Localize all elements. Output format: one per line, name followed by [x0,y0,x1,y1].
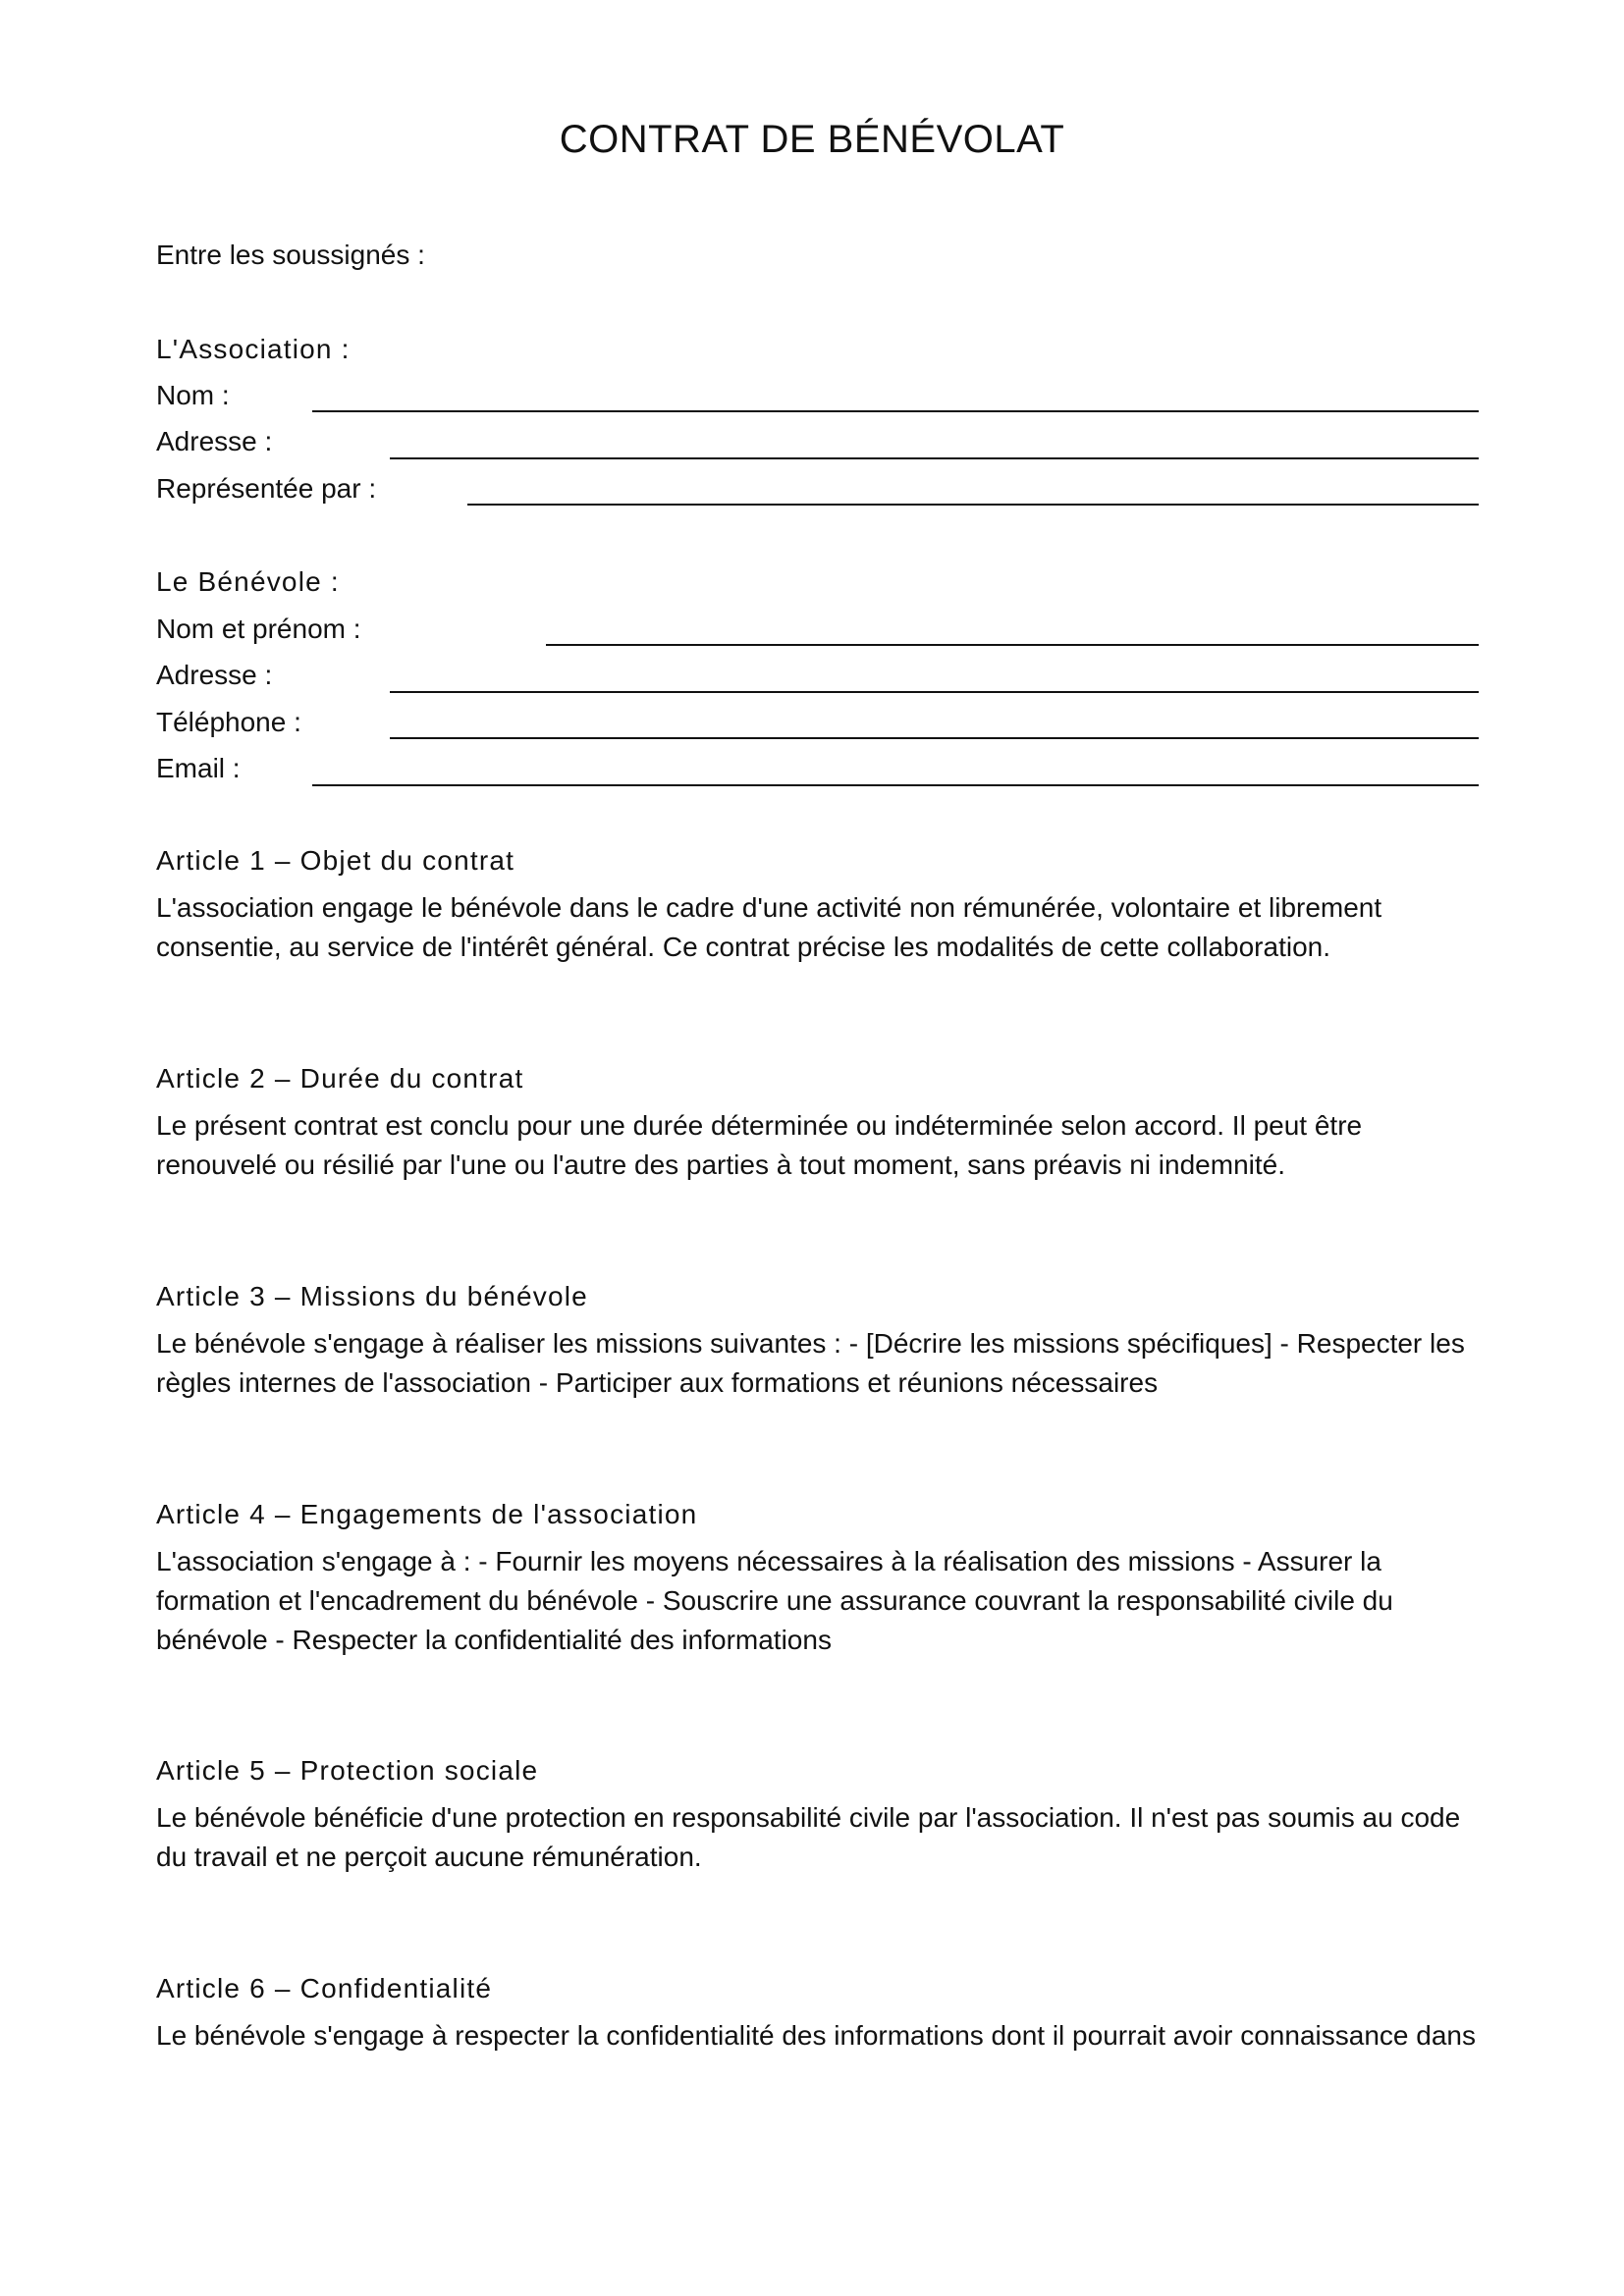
volunteer-heading: Le Bénévole : [156,566,340,597]
association-name-field[interactable] [312,410,1479,412]
association-name-label: Nom : [156,380,230,410]
article-1-line-1: L'association engage le bénévole dans le cadre d'une activité non rémunérée, volontaire et librement [156,892,1382,923]
association-heading: L'Association : [156,334,351,364]
article-6-line-1: Le bénévole s'engage à respecter la confidentialité des informations dont il pourrait avoir connaissance dans [156,2020,1476,2051]
article-4-title: Article 4 – Engagements de l'association [156,1499,698,1529]
association-representative-label: Représentée par : [156,473,377,504]
article-2-line-1: Le présent contrat est conclu pour une durée déterminée ou indéterminée selon accord. Il peut être [156,1110,1363,1141]
article-4-line-2: formation et l'encadrement du bénévole - Souscrire une assurance couvrant la responsabilité civile du [156,1585,1393,1616]
article-4-line-1: L'association s'engage à : - Fournir les moyens nécessaires à la réalisation des missions - Assurer la [156,1546,1381,1576]
article-2-line-2: renouvelé ou résilié par l'une ou l'autre des parties à tout moment, sans préavis ni indemnité. [156,1149,1285,1180]
document-title: CONTRAT DE BÉNÉVOLAT [559,118,1065,161]
volunteer-address-label: Adresse : [156,660,273,690]
association-address-field[interactable] [390,457,1479,459]
article-3-line-2: règles internes de l'association - Participer aux formations et réunions nécessaires [156,1367,1159,1398]
article-5-title: Article 5 – Protection sociale [156,1755,539,1786]
volunteer-email-label: Email : [156,753,241,783]
article-1-title: Article 1 – Objet du contrat [156,845,515,876]
article-5-line-1: Le bénévole bénéficie d'une protection en responsabilité civile par l'association. Il n'est pas soumis au code [156,1802,1461,1833]
association-address-label: Adresse : [156,426,273,456]
article-3-line-1: Le bénévole s'engage à réaliser les missions suivantes : - [Décrire les missions spécifiques] - Respecter les [156,1328,1465,1359]
volunteer-name-field[interactable] [546,644,1479,646]
article-4-line-3: bénévole - Respecter la confidentialité des informations [156,1625,832,1655]
article-6-title: Article 6 – Confidentialité [156,1973,493,2003]
article-5-line-2: du travail et ne perçoit aucune rémunération. [156,1842,702,1872]
volunteer-name-label: Nom et prénom : [156,614,361,644]
article-2-title: Article 2 – Durée du contrat [156,1063,524,1094]
article-1-line-2: consentie, au service de l'intérêt général. Ce contrat précise les modalités de cette collaboration. [156,932,1331,962]
volunteer-phone-label: Téléphone : [156,707,301,737]
article-3-title: Article 3 – Missions du bénévole [156,1281,588,1311]
volunteer-email-field[interactable] [312,784,1479,786]
volunteer-address-field[interactable] [390,691,1479,693]
volunteer-phone-field[interactable] [390,737,1479,739]
association-representative-field[interactable] [467,504,1479,506]
intro-text: Entre les soussignés : [156,240,425,270]
